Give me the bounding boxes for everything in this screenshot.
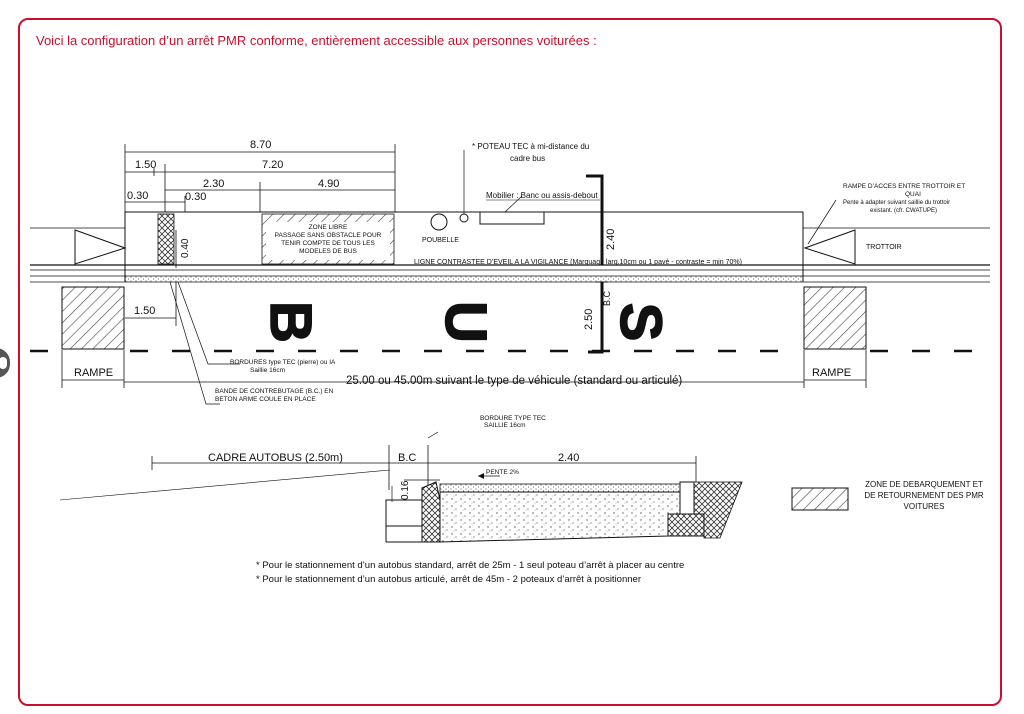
poteau-note-1: * POTEAU TEC à mi-distance du bbox=[472, 142, 590, 151]
bus-letter-b: B bbox=[258, 301, 323, 343]
page-heading: Voici la configuration d’un arrêt PMR conforme, entièrement accessible aux personnes voiturées : bbox=[36, 33, 597, 48]
rampe-right-label: RAMPE bbox=[812, 367, 852, 379]
dim-490: 4.90 bbox=[318, 178, 340, 190]
zone-libre-line4: MODELES DE BUS bbox=[299, 248, 357, 255]
dim-240: 2.40 bbox=[605, 228, 617, 250]
section-bordure-note-2: SAILLIE 16cm bbox=[484, 422, 526, 429]
poteau-icon bbox=[460, 214, 468, 222]
dim-030b: 0.30 bbox=[185, 191, 207, 203]
mobilier-label: Mobilier : Banc ou assis-debout bbox=[486, 191, 598, 200]
dim-030a: 0.30 bbox=[127, 190, 149, 202]
legend-line2: DE RETOURNEMENT DES PMR bbox=[864, 491, 984, 500]
ligne-contrastee-label: LIGNE CONTRASTEE D’EVEIL A LA VIGILANCE (Marquage larg.10cm ou 1 pavé - contraste = min 70%) bbox=[414, 259, 742, 266]
bordures-note-1: BORDURES type TEC (pierre) ou IA bbox=[230, 359, 336, 366]
dim-230: 2.30 bbox=[203, 178, 225, 190]
legend-swatch bbox=[792, 488, 848, 510]
bus-letters bbox=[258, 301, 673, 343]
tactile-strip bbox=[158, 214, 174, 264]
rampe-note-2: QUAI bbox=[905, 191, 921, 198]
dim-bc: B.C bbox=[602, 290, 612, 306]
bus-letter-s: S bbox=[608, 302, 673, 342]
dim-150-bottom: 1.50 bbox=[134, 305, 156, 317]
zone-libre-line3: TENIR COMPTE DE TOUS LES bbox=[281, 240, 375, 247]
section-bc-label: B.C bbox=[398, 452, 417, 464]
section-dim-016: 0.16 bbox=[400, 480, 411, 500]
rampe-note-4: existant. (cfr. CWATUPE) bbox=[870, 208, 938, 214]
end-zone-right bbox=[804, 287, 866, 349]
dim-250: 2.50 bbox=[583, 308, 595, 330]
zone-libre-line2: PASSAGE SANS OBSTACLE POUR bbox=[274, 232, 382, 239]
poubelle-icon bbox=[431, 214, 447, 230]
rampe-note-1: RAMPE D’ACCES ENTRE TROTTOIR ET bbox=[843, 183, 966, 190]
dim-150: 1.50 bbox=[135, 159, 157, 171]
footnote-standard: * Pour le stationnement d’un autobus standard, arrêt de 25m - 1 seul poteau d’arrêt à placer au centre bbox=[256, 560, 685, 571]
bande-note-2: BETON ARME COULE EN PLACE bbox=[215, 396, 316, 403]
dim-720: 7.20 bbox=[262, 159, 284, 171]
rampe-left-label: RAMPE bbox=[74, 367, 114, 379]
section-bordure-note-1: BORDURE TYPE TEC bbox=[480, 415, 546, 422]
bordures-note-2: Saillie 16cm bbox=[250, 367, 286, 374]
bande-note-1: BANDE DE CONTREBUTAGE (B.C.) EN bbox=[215, 388, 334, 395]
ramp-right bbox=[805, 230, 855, 264]
rampe-note-3: Pente à adapter suivant saillie du trottoir bbox=[843, 200, 951, 206]
dim-total: 8.70 bbox=[250, 139, 272, 151]
footnote-articule: * Pour le stationnement d’un autobus articulé, arrêt de 45m - 2 poteaux d’arrêt à positionner bbox=[256, 574, 641, 585]
legend-line3: VOITURES bbox=[903, 502, 945, 511]
end-zone-left bbox=[62, 287, 124, 349]
mobilier-bench bbox=[480, 212, 544, 224]
bus-letter-u: U bbox=[433, 301, 498, 343]
length-label: 25.00 ou 45.00m suivant le type de véhicule (standard ou articulé) bbox=[346, 375, 683, 387]
dim-040: 0.40 bbox=[180, 238, 191, 258]
poteau-note-2: cadre bus bbox=[510, 154, 546, 163]
legend-line1: ZONE DE DEBARQUEMENT ET bbox=[865, 480, 983, 489]
pente-label: PENTE 2% bbox=[486, 469, 519, 476]
section-dim-240: 2.40 bbox=[558, 452, 580, 464]
poubelle-label: POUBELLE bbox=[422, 237, 459, 244]
cadre-autobus-label: CADRE AUTOBUS (2.50m) bbox=[208, 452, 343, 464]
ramp-left bbox=[75, 230, 125, 264]
zone-libre-line1: ZONE LIBRE bbox=[308, 224, 348, 231]
trottoir-label: TROTTOIR bbox=[866, 244, 902, 251]
